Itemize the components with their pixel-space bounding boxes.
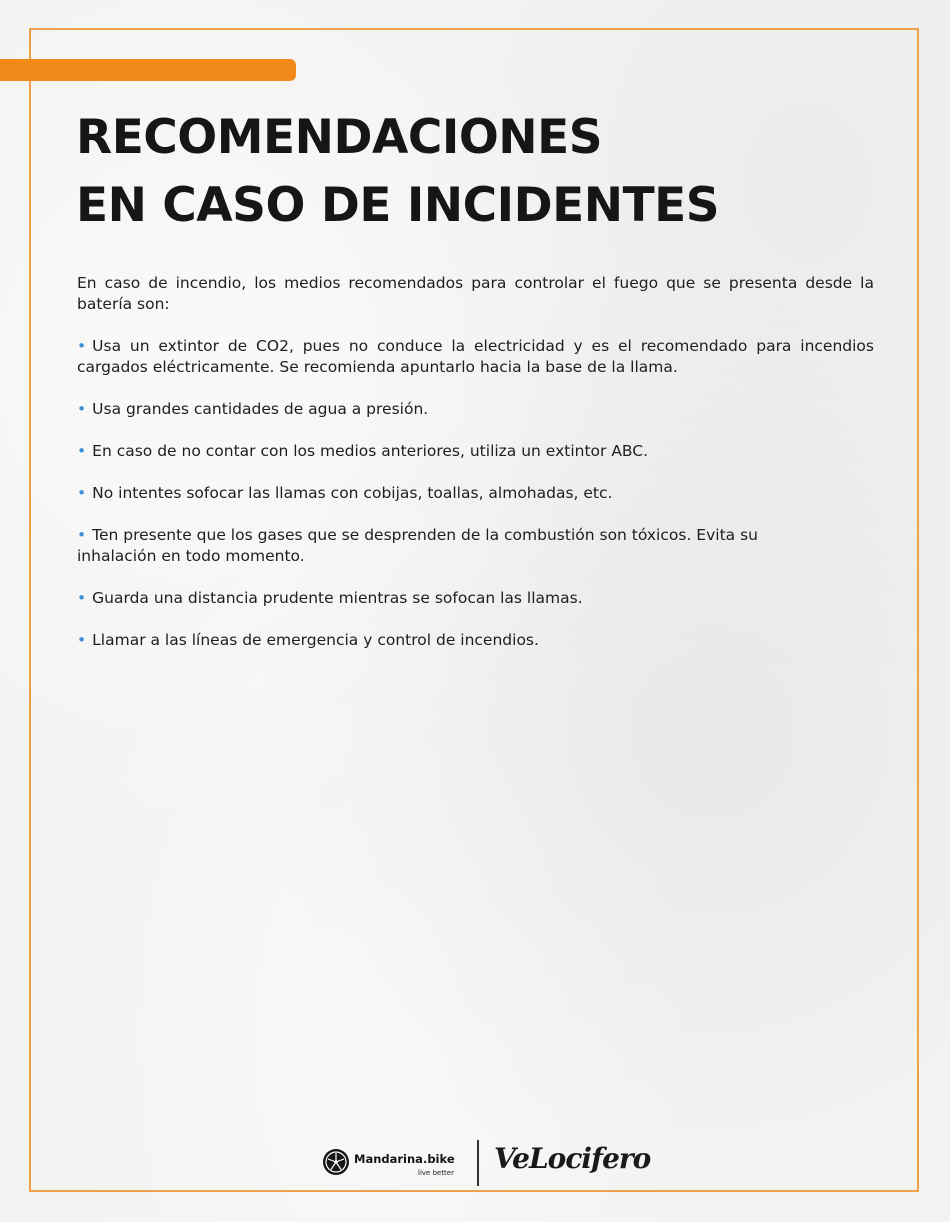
list-item-text: En caso de no contar con los medios anteriores, utiliza un extintor ABC. <box>92 442 649 460</box>
mandarina-brand <box>322 1148 462 1182</box>
title-line-2: EN CASO DE INCIDENTES <box>76 178 720 233</box>
list-item-text: No intentes sofocar las llamas con cobijas, toallas, almohadas, etc. <box>92 484 613 502</box>
list-item <box>77 483 874 504</box>
list-item <box>77 336 874 378</box>
bullet-icon: • <box>77 631 87 649</box>
velocifero-logo: VeLocifero <box>494 1142 651 1175</box>
list-item <box>77 399 874 420</box>
bullet-icon: • <box>77 442 87 460</box>
bullet-icon: • <box>77 526 87 544</box>
list-item-text: Llamar a las líneas de emergencia y control de incendios. <box>92 631 539 649</box>
list-item-text: Guarda una distancia prudente mientras se sofocan las llamas. <box>92 589 583 607</box>
mandarina-brand-name: Mandarina.bike <box>354 1152 455 1166</box>
title-line-1: RECOMENDACIONES <box>76 110 603 165</box>
recommendations-list <box>77 336 874 651</box>
bullet-icon: • <box>77 337 87 355</box>
list-item-text: Ten presente que los gases que se desprenden de la combustión son tóxicos. Evita su inhalación en todo momento. <box>77 526 758 565</box>
list-item <box>77 588 874 609</box>
bullet-icon: • <box>77 400 87 418</box>
list-item <box>77 441 874 462</box>
bullet-icon: • <box>77 484 87 502</box>
main-content <box>77 273 874 672</box>
footer <box>0 1138 950 1188</box>
intro-paragraph: En caso de incendio, los medios recomendados para controlar el fuego que se presenta desde la batería son: <box>77 274 874 313</box>
bullet-icon: • <box>77 589 87 607</box>
orange-slice-icon <box>322 1148 350 1176</box>
list-item <box>77 630 874 651</box>
mandarina-tagline: live better <box>418 1169 454 1177</box>
list-item-text: Usa grandes cantidades de agua a presión. <box>92 400 429 418</box>
page-title <box>76 104 719 240</box>
list-item-text: Usa un extintor de CO2, pues no conduce la electricidad y es el recomendado para incendios cargados eléctricamente. Se recomienda apuntarlo hacia la base de la llama. <box>77 337 874 376</box>
list-item <box>77 525 837 567</box>
accent-bar <box>0 59 296 81</box>
footer-divider <box>477 1140 479 1186</box>
